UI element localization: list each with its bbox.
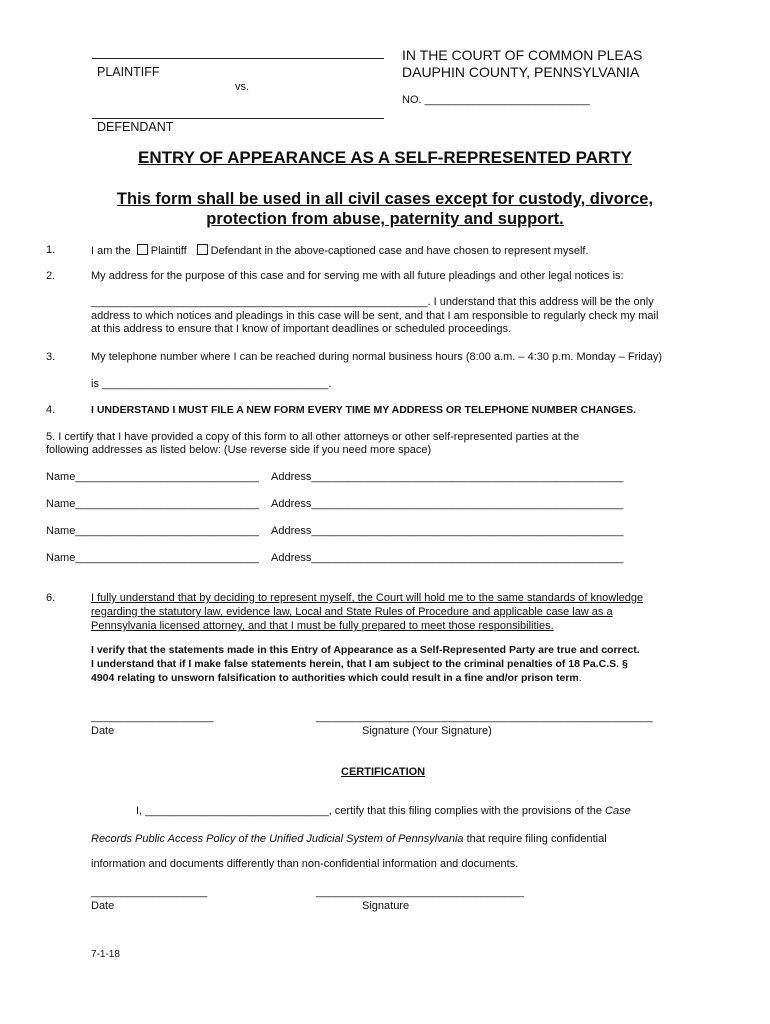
- item-2-text-line2: address to which notices and pleadings in this case will be sent, and that I am responsible to regularly check my mail: [91, 310, 659, 322]
- party-signature-line[interactable]: _______________________________________________________: [316, 711, 653, 723]
- service-address-field-2[interactable]: Address___________________________________________________: [271, 498, 624, 510]
- certification-line2: [91, 833, 607, 847]
- service-address-field-1[interactable]: Address___________________________________________________: [271, 471, 624, 483]
- item-number-6: 6.: [46, 592, 56, 604]
- plaintiff-line[interactable]: [92, 58, 384, 59]
- policy-name: Records Public Access Policy of the Unified Judicial System of Pennsylvania: [91, 833, 464, 845]
- date-signature-line[interactable]: ____________________: [91, 711, 214, 723]
- service-name-field-3[interactable]: Name______________________________: [46, 525, 259, 537]
- certification-line1: [136, 805, 631, 819]
- certification-signature-label: Signature: [362, 900, 410, 912]
- certification-signature-line[interactable]: __________________________________: [316, 886, 525, 898]
- certification-line2-rest: that require filing confidential: [463, 833, 607, 845]
- item-number-3: 3.: [46, 351, 56, 363]
- form-subtitle-line2: protection from abuse, paternity and support.: [206, 210, 564, 228]
- defendant-checkbox[interactable]: [197, 244, 208, 255]
- item-2-text: My address for the purpose of this case and for serving me with all future pleadings and other legal notices is:: [91, 270, 624, 282]
- item-3-text: My telephone number where I can be reached during normal business hours (8:00 a.m. – 4:30 p.m. Monday – Friday): [91, 351, 663, 363]
- service-name-field-1[interactable]: Name______________________________: [46, 471, 259, 483]
- item-6-text-line3: Pennsylvania licensed attorney, and that I must be fully prepared to meet those responsibilities.: [91, 620, 554, 632]
- item-number-4: 4.: [46, 404, 56, 416]
- item-6-text-line1: I fully understand that by deciding to represent myself, the Court will hold me to the same standards of knowledge: [91, 592, 644, 604]
- verification-period: .: [578, 672, 582, 684]
- policy-name-start: Case: [605, 805, 631, 817]
- form-subtitle-line1: This form shall be used in all civil cases except for custody, divorce,: [116, 190, 654, 208]
- service-name-field-4[interactable]: Name______________________________: [46, 552, 259, 564]
- date-label: Date: [91, 725, 115, 737]
- court-name-line1: IN THE COURT OF COMMON PLEAS: [402, 47, 643, 63]
- item-1-lead: I am the: [91, 245, 131, 257]
- plaintiff-label: PLAINTIFF: [97, 65, 160, 79]
- case-number-field[interactable]: NO. ___________________________: [402, 94, 590, 106]
- telephone-field-line[interactable]: is _____________________________________.: [91, 378, 332, 390]
- item-5-text-line2: following addresses as listed below: (Use reverse side if you need more space): [46, 444, 432, 456]
- certification-line3: information and documents differently than non-confidential information and documents.: [91, 858, 519, 870]
- party-signature-label: Signature (Your Signature): [362, 725, 492, 737]
- plaintiff-option-label: Plaintiff: [150, 245, 187, 257]
- form-version: 7-1-18: [91, 949, 120, 960]
- court-name-line2: DAUPHIN COUNTY, PENNSYLVANIA: [402, 64, 640, 80]
- item-2-text-line3: at this address to ensure that I know of important deadlines or scheduled proceedings.: [91, 323, 512, 335]
- item-4-text: I UNDERSTAND I MUST FILE A NEW FORM EVERY TIME MY ADDRESS OR TELEPHONE NUMBER CHANGES.: [91, 404, 637, 416]
- certification-date-line[interactable]: ___________________: [91, 886, 208, 898]
- service-address-field-4[interactable]: Address___________________________________________________: [271, 552, 624, 564]
- item-1-text: [91, 244, 589, 259]
- address-field-line[interactable]: _______________________________________________________. I understand that this address will be the only: [91, 296, 654, 308]
- certification-heading: CERTIFICATION: [341, 766, 426, 778]
- versus-label: vs.: [235, 81, 250, 93]
- service-address-field-3[interactable]: Address___________________________________________________: [271, 525, 624, 537]
- verification-line1: I verify that the statements made in this Entry of Appearance as a Self-Represented Party are true and correct.: [91, 644, 640, 656]
- verification-line3-text: 4904 relating to unsworn falsification to authorities which could result in a fine and/or prison term: [91, 672, 579, 684]
- form-title: ENTRY OF APPEARANCE AS A SELF-REPRESENTED PARTY: [138, 148, 632, 167]
- item-5-text-line1: 5. I certify that I have provided a copy of this form to all other attorneys or other self-represented parties at the: [46, 431, 580, 443]
- verification-line3: [91, 672, 582, 686]
- defendant-option-label: Defendant in the above-captioned case and have chosen to represent myself.: [210, 245, 589, 257]
- certification-date-label: Date: [91, 900, 115, 912]
- certification-name-field[interactable]: I, ______________________________, certify that this filing complies with the provisions of the: [136, 805, 606, 817]
- item-number-1: 1.: [46, 244, 56, 256]
- item-6-text-line2: regarding the statutory law, evidence law, Local and State Rules of Procedure and applicable case law as a: [91, 606, 613, 618]
- defendant-label: DEFENDANT: [97, 120, 174, 134]
- plaintiff-checkbox[interactable]: [137, 244, 148, 255]
- service-name-field-2[interactable]: Name______________________________: [46, 498, 259, 510]
- defendant-line[interactable]: [92, 118, 384, 119]
- item-number-2: 2.: [46, 270, 56, 282]
- verification-line2: I understand that if I make false statements herein, that I am subject to the criminal penalties of 18 Pa.C.S. §: [91, 658, 628, 670]
